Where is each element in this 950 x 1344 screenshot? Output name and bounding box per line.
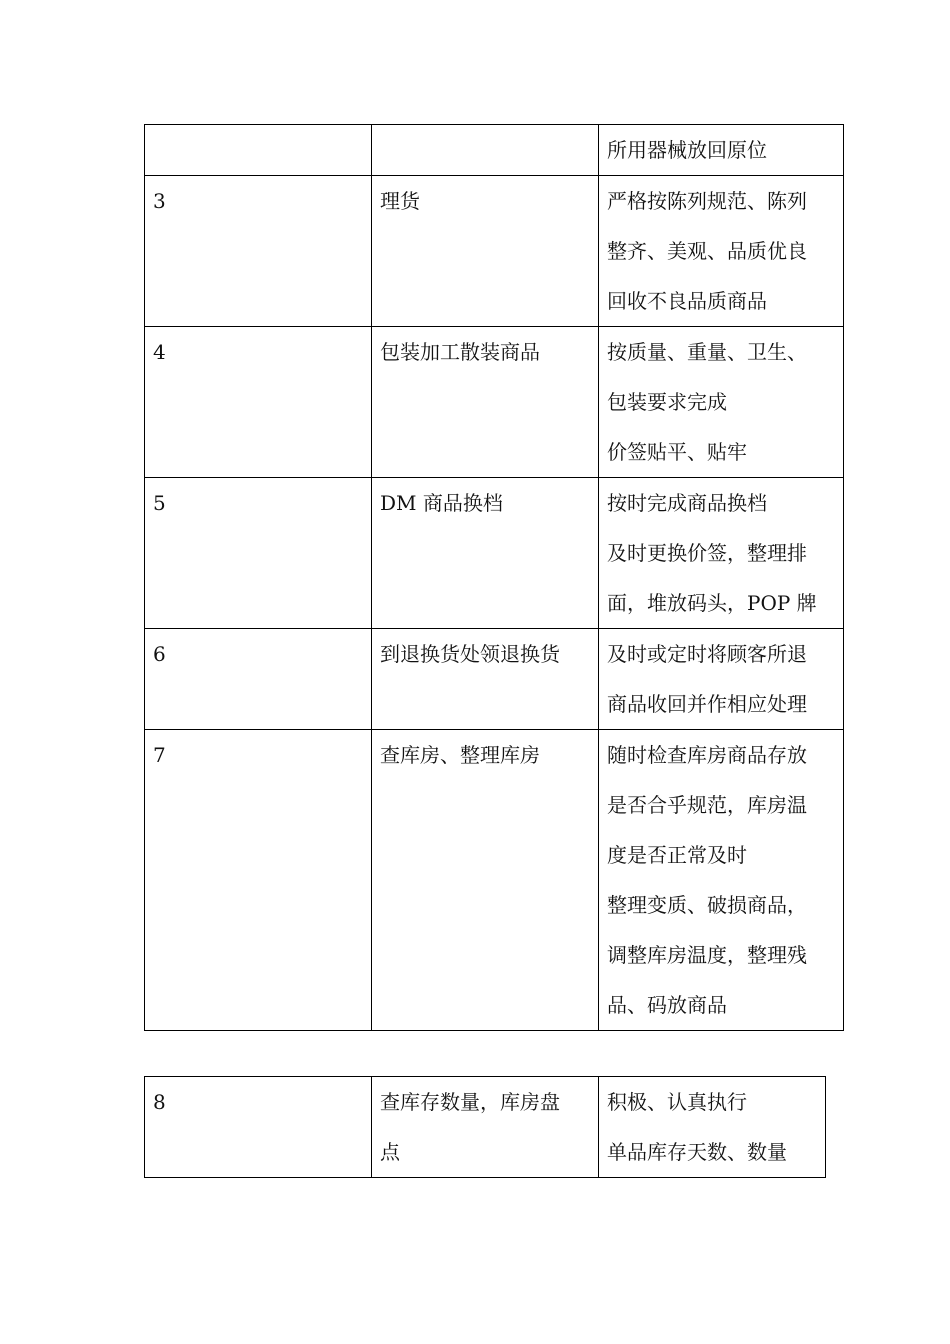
table-row	[145, 327, 844, 478]
standard-cell: 所用器械放回原位	[599, 125, 844, 176]
row-number-cell: 7	[145, 730, 372, 1031]
row-number-cell: 3	[145, 176, 372, 327]
table-row	[145, 629, 844, 730]
table-row	[145, 176, 844, 327]
row-number-cell: 8	[145, 1077, 372, 1178]
table-row	[145, 478, 844, 629]
standard-cell: 积极、认真执行 单品库存天数、数量	[599, 1077, 826, 1178]
task-cell: 查库存数量，库房盘 点	[372, 1077, 599, 1178]
row-number-cell: 5	[145, 478, 372, 629]
table-row	[145, 1077, 826, 1178]
row-number-cell: 6	[145, 629, 372, 730]
standard-cell: 按质量、重量、卫生、 包装要求完成 价签贴平、贴牢	[599, 327, 844, 478]
task-cell: DM 商品换档	[372, 478, 599, 629]
row-number-cell	[145, 125, 372, 176]
task-standard-table	[144, 124, 844, 1031]
standard-cell: 随时检查库房商品存放 是否合乎规范，库房温 度是否正常及时 整理变质、破损商品， 调整库房温度，整理残 品、码放商品	[599, 730, 844, 1031]
row-number-cell: 4	[145, 327, 372, 478]
task-cell	[372, 125, 599, 176]
task-cell: 包装加工散装商品	[372, 327, 599, 478]
standard-cell: 严格按陈列规范、陈列 整齐、美观、品质优良 回收不良品质商品	[599, 176, 844, 327]
standard-cell: 按时完成商品换档 及时更换价签，整理排 面，堆放码头，POP 牌	[599, 478, 844, 629]
table-row	[145, 125, 844, 176]
task-cell: 到退换货处领退换货	[372, 629, 599, 730]
table-row	[145, 730, 844, 1031]
task-standard-table-continued	[144, 1076, 826, 1178]
standard-cell: 及时或定时将顾客所退 商品收回并作相应处理	[599, 629, 844, 730]
task-cell: 理货	[372, 176, 599, 327]
task-cell: 查库房、整理库房	[372, 730, 599, 1031]
